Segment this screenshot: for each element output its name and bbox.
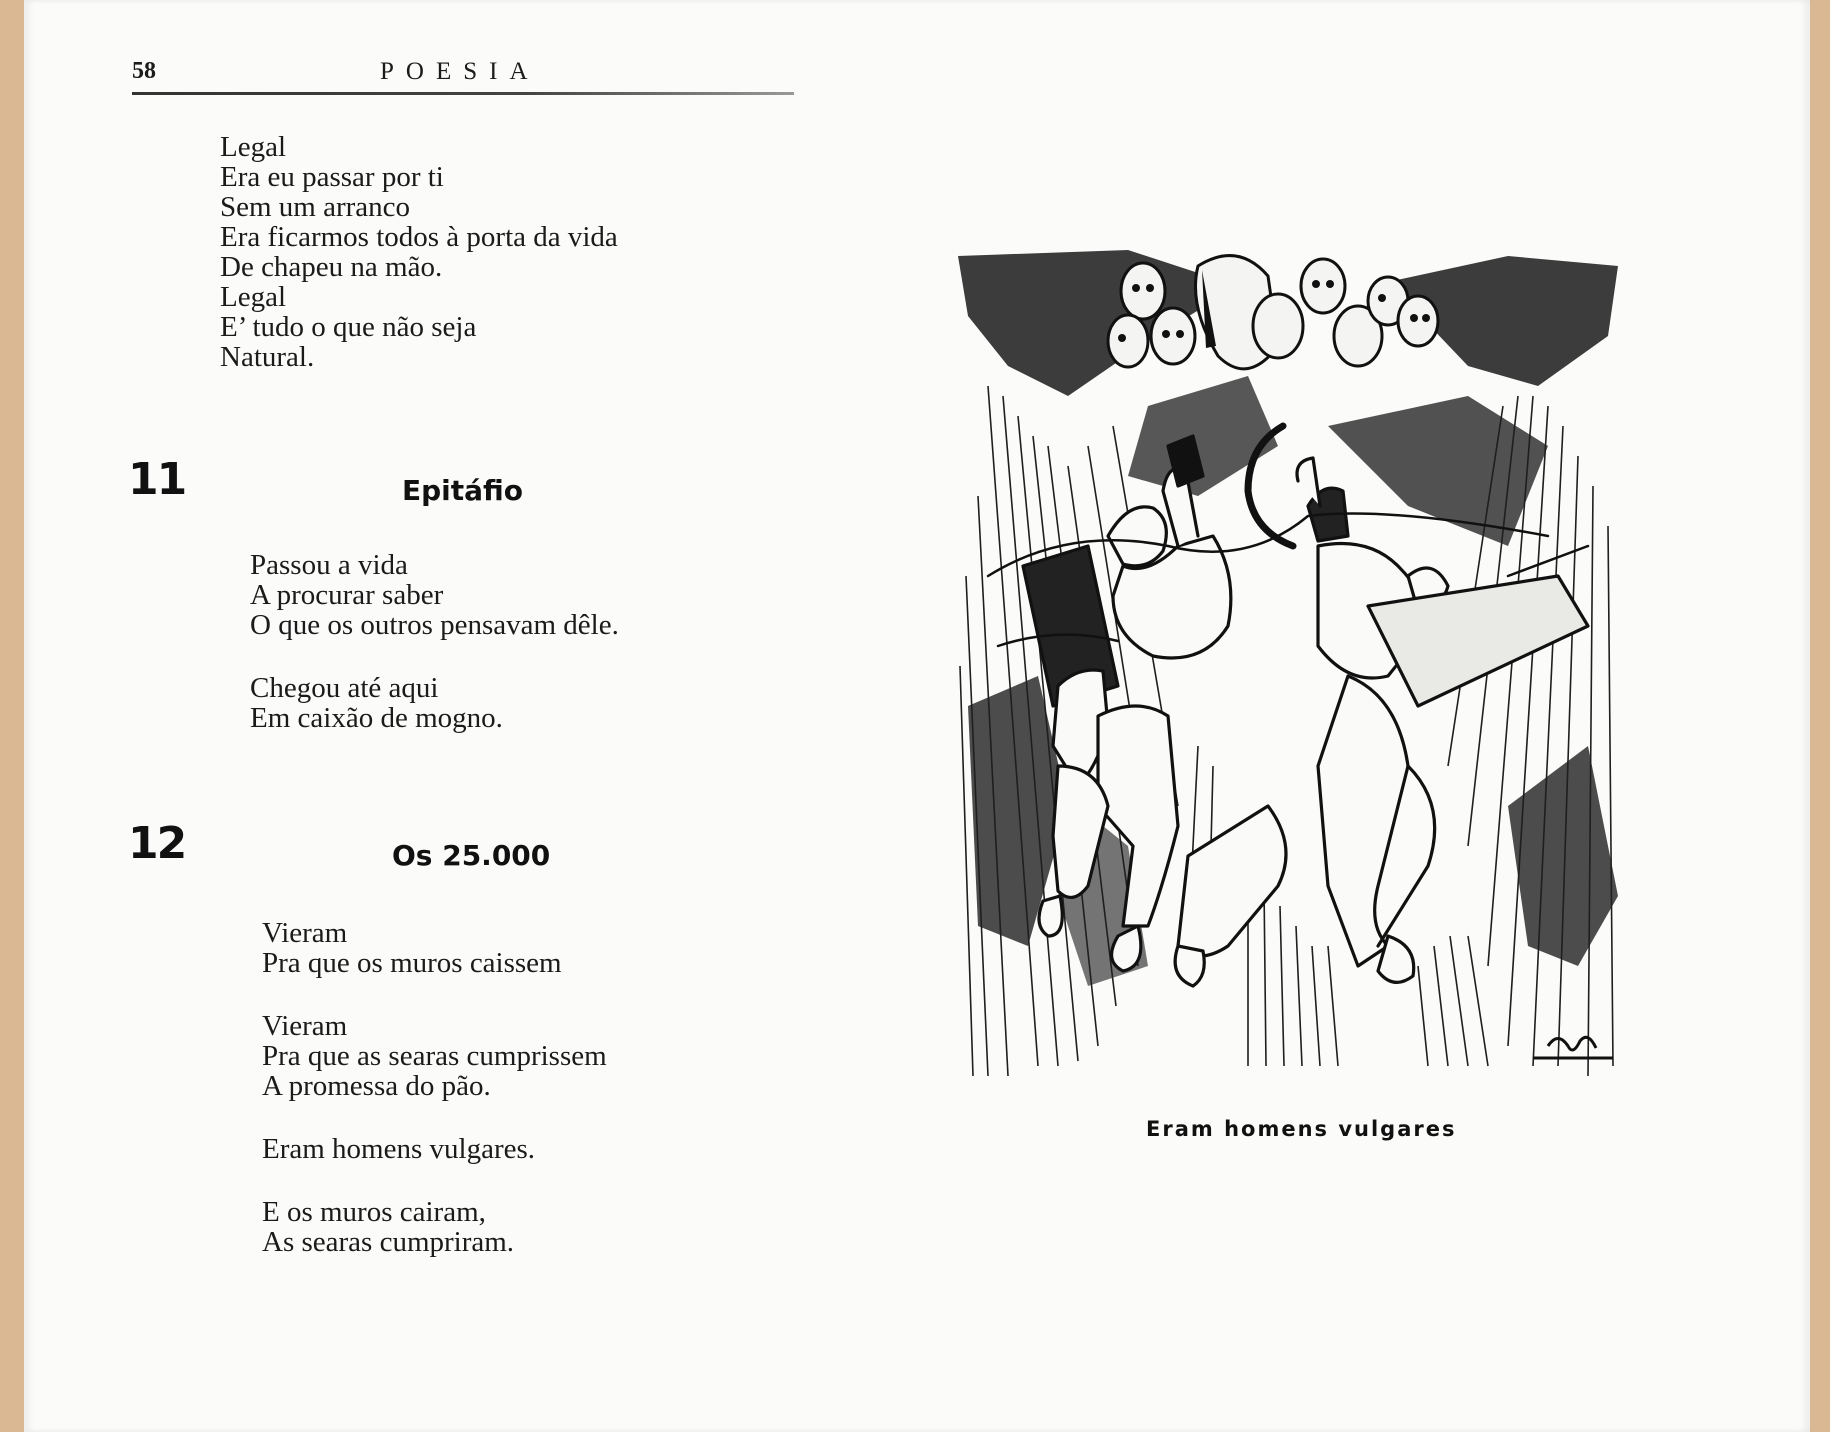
header-rule	[132, 92, 794, 95]
poem-line: Vieram	[262, 917, 348, 949]
poem-line: As searas cumpriram.	[262, 1226, 515, 1258]
poem-body	[262, 918, 607, 1257]
crowd-faces	[1108, 256, 1438, 369]
running-head: POESIA	[380, 58, 540, 85]
poem-line: Era eu passar por ti	[220, 161, 444, 193]
page-number: 58	[132, 58, 156, 84]
poem-line: Era ficarmos todos à porta da vida	[220, 221, 618, 253]
poem-body	[250, 550, 619, 733]
poem-title: Epitáfio	[402, 474, 524, 507]
poem-fragment	[220, 132, 618, 372]
poem-line: E os muros cairam,	[262, 1196, 486, 1228]
artist-signature	[1533, 1037, 1613, 1058]
poem-line: Pra que as searas cumprissem	[262, 1040, 607, 1072]
poem-number: 12	[128, 818, 186, 869]
poem-title: Os 25.000	[392, 839, 551, 872]
poem-line: Eram homens vulgares.	[262, 1133, 536, 1165]
stanza-break	[262, 978, 607, 1011]
poem-line: Sem um arranco	[220, 191, 411, 223]
poem-line: Passou a vida	[250, 549, 408, 581]
stanza-break	[250, 640, 619, 673]
book-page	[24, 0, 1810, 1432]
poem-line: Pra que os muros caissem	[262, 947, 562, 979]
poem-line: E’ tudo o que não seja	[220, 311, 477, 343]
poem-line: Legal	[220, 131, 287, 163]
stanza-break	[262, 1101, 607, 1134]
poem-line: Legal	[220, 281, 287, 313]
poem-number: 11	[128, 454, 186, 505]
poem-line: Chegou até aqui	[250, 672, 439, 704]
poem-line: De chapeu na mão.	[220, 251, 443, 283]
stanza-break	[262, 1164, 607, 1197]
poem-line: O que os outros pensavam dêle.	[250, 609, 619, 641]
poem-line: A promessa do pão.	[262, 1070, 491, 1102]
poem-line: Em caixão de mogno.	[250, 702, 503, 734]
illustration-caption: Eram homens vulgares	[1146, 1117, 1457, 1141]
poem-line: Natural.	[220, 341, 315, 373]
ink-illustration	[948, 246, 1638, 1096]
poem-line: A procurar saber	[250, 579, 444, 611]
poem-line: Vieram	[262, 1010, 348, 1042]
